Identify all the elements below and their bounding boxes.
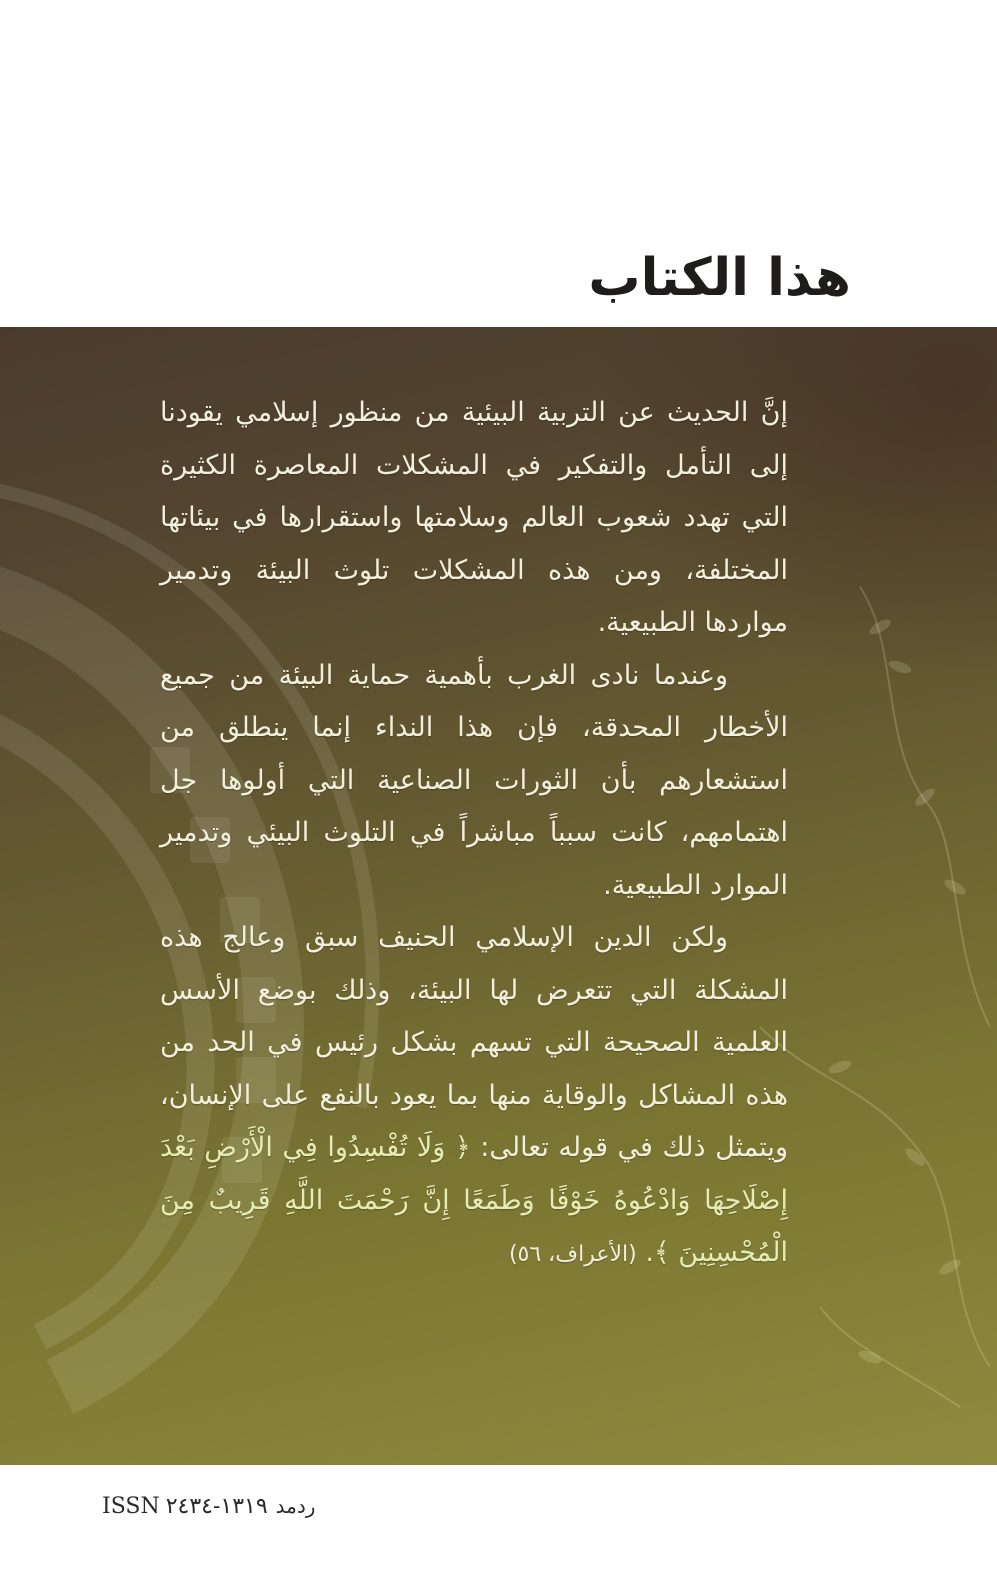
issn-number: ١٣١٩-٢٤٣٤: [165, 1493, 268, 1519]
issn-label: ISSN: [102, 1493, 160, 1519]
paragraph-1: إنَّ الحديث عن التربية البيئية من منظور إسلامي يقودنا إلى التأمل والتفكير في المشكلات المعاصرة الكثيرة التي تهدد شعوب العالم وسلامتها واستقرارها في بيئاتها المختلفة، ومن هذه المشكلات تلوث البيئة وتدمير مواردها الطبيعية.: [160, 397, 788, 638]
quran-verse: ﴿ وَلَا تُفْسِدُوا فِي الْأَرْضِ بَعْدَ إِصْلَاحِهَا وَادْعُوهُ خَوْفًا وَطَمَعًا إِنَّ رَحْمَتَ اللَّهِ قَرِيبٌ مِنَ الْمُحْسِنِينَ ﴾.: [160, 1132, 788, 1268]
page-title: هذا الكتاب: [588, 248, 851, 308]
paragraph-3: [160, 912, 788, 1282]
text-panel: [0, 327, 997, 1465]
paragraph-3-text: ولكن الدين الإسلامي الحنيف سبق وعالج هذه المشكلة التي تتعرض لها البيئة، وذلك بوضع الأسس العلمية الصحيحة التي تسهم بشكل رئيس في الحد من هذه المشاكل والوقاية منها بما يعود بالنفع على الإنسان، ويتمثل ذلك في قوله تعالى:: [160, 922, 788, 1163]
issn-line: [102, 1490, 362, 1522]
paragraph-2: وعندما نادى الغرب بأهمية حماية البيئة من جميع الأخطار المحدقة، فإن هذا النداء إنما ينطلق من استشعارهم بأن الثورات الصناعية التي أولوها جل اهتمامهم، كانت سبباً مباشراً في التلوث البيئي وتدمير الموارد الطبيعية.: [160, 659, 788, 901]
body-text: [160, 387, 788, 1282]
issn-arabic-label: ردمد: [275, 1494, 316, 1518]
verse-reference: (الأعراف، ٥٦): [508, 1242, 637, 1267]
